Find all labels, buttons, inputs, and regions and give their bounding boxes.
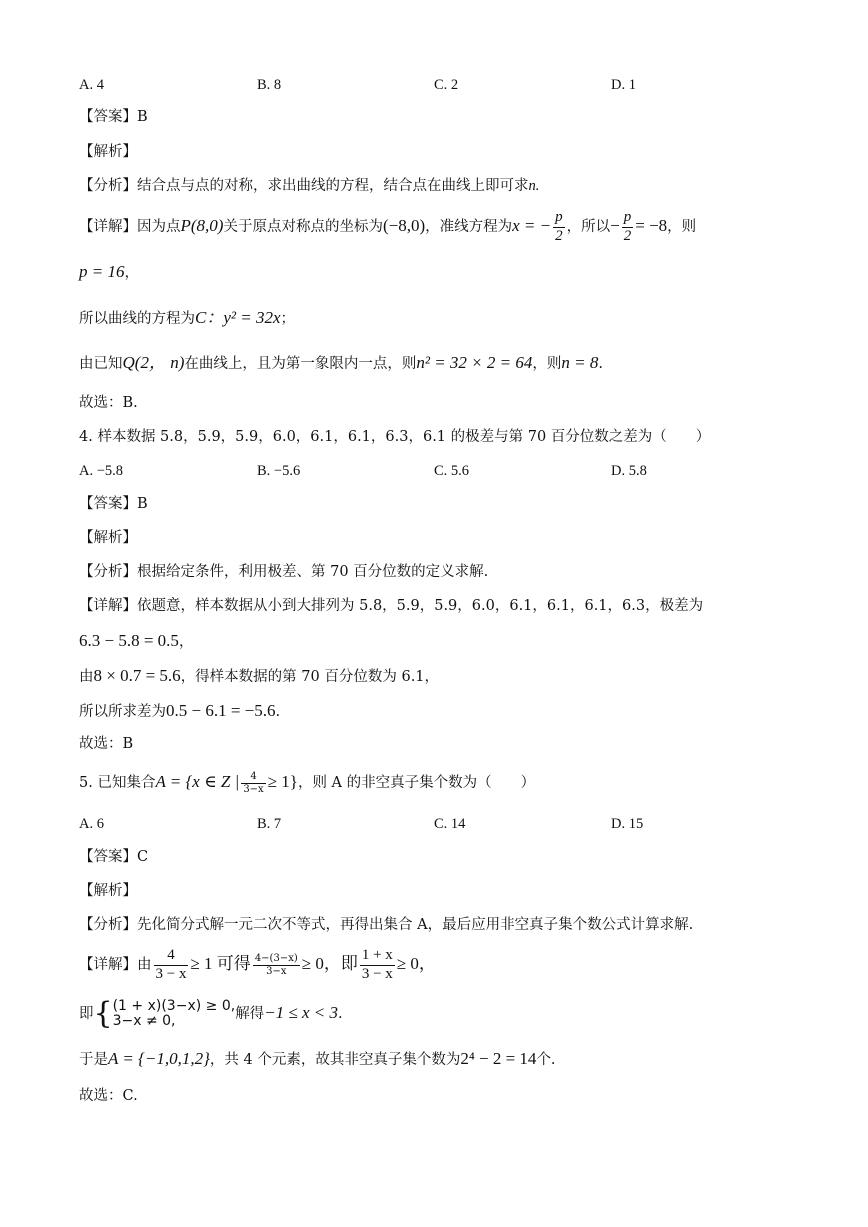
q4-option-a: A. −5.8: [79, 463, 124, 479]
q5-sys-end: .: [338, 1006, 343, 1022]
q5-set-line: [79, 1050, 556, 1068]
q3-known-q: Q(2， n): [122, 353, 185, 372]
q3-known-line: [79, 354, 603, 372]
q5-frac1: [154, 947, 189, 983]
q4-detail: 【详解】依题意，样本数据从小到大排列为 5.8，5.9，5.9，6.0，6.1，6.1，6.1，6.3，极差为: [79, 598, 704, 614]
q5-fenxi: 【分析】先化简分式解一元二次不等式，再得出集合 A，最后应用非空真子集个数公式计算求解.: [79, 917, 694, 933]
q3-p16-tail: ，: [124, 265, 139, 281]
q5-stem-a: 5. 已知集合: [79, 775, 156, 791]
q5-stem-frac: [241, 771, 265, 795]
q4-pct-line: [79, 667, 439, 685]
q3-detail-c: ，准线方程为: [425, 219, 513, 235]
q5-set-a-label: 于是: [79, 1052, 108, 1068]
q3-option-a: A. 4: [79, 77, 104, 93]
q5-frac1-den: 3 − x: [155, 965, 187, 982]
q3-detail-d: ，所以: [566, 219, 611, 235]
q3-directrix: x = −: [512, 216, 552, 235]
q5-sys-lines: [113, 999, 236, 1030]
q3-known-a: 由已知: [79, 356, 123, 372]
q3-analysis-label: 【解析】: [79, 144, 137, 160]
q5-detail-b: ≥ 1 可得: [190, 954, 251, 973]
q5-frac3-den: 3 − x: [361, 965, 393, 982]
q5-analysis-label: 【解析】: [79, 883, 137, 899]
q4-range-tail: ，: [178, 634, 194, 650]
q3-fenxi-text: 【分析】结合点与点的对称，求出曲线的方程，结合点在曲线上即可求: [79, 178, 529, 194]
q4-option-d: D. 5.8: [611, 463, 647, 479]
q5-set-a: A = {x ∈ Z |: [155, 772, 240, 791]
q3-answer: 【答案】B: [79, 109, 148, 125]
q3-detail-f: ，则: [667, 219, 697, 235]
q3-detail-a: 【详解】因为点: [79, 219, 181, 235]
q4-option-b: B. −5.6: [257, 463, 301, 479]
q4-option-c: C. 5.6: [434, 463, 470, 479]
q5-option-d: D. 15: [611, 816, 644, 832]
q5-frac2: [253, 953, 300, 977]
q4-choose: 故选：B: [79, 736, 134, 752]
q3-frac-den-b: 2: [623, 227, 632, 244]
q3-eq-neg8: = −8: [635, 216, 668, 235]
q4-analysis-label: 【解析】: [79, 530, 137, 546]
q3-point-sym: (−8,0): [382, 216, 426, 235]
q5-frac3: [360, 947, 395, 983]
q3-option-c: C. 2: [434, 77, 459, 93]
q3-curve-line: [79, 309, 295, 327]
q5-answer: 【答案】C: [79, 849, 149, 865]
q3-option-b: B. 8: [257, 77, 282, 93]
q3-frac-num: p: [553, 209, 565, 227]
q5-frac2-den: 3−x: [266, 965, 287, 977]
q5-option-a: A. 6: [79, 816, 104, 832]
q5-set-b: ，共 4 个元素，故其非空真子集个数为: [209, 1052, 461, 1068]
q5-set-calc: 2⁴ − 2 = 14: [460, 1049, 537, 1068]
q3-choose: 故选：B.: [79, 395, 138, 411]
q4-diff-line: [79, 702, 280, 720]
q4-answer: 【答案】B: [79, 496, 148, 512]
q5-set-b: ≥ 1}: [267, 772, 298, 791]
q3-known-c: ，则: [532, 356, 562, 372]
q5-detail-a: 【详解】由: [79, 957, 152, 973]
q5-set-eq: A = {−1,0,1,2}: [108, 1049, 210, 1068]
q4-diff-a: 所以所求差为: [79, 704, 166, 720]
q3-frac-num-b: p: [622, 209, 634, 227]
q5-option-c: C. 14: [434, 816, 466, 832]
q4-pct-b: ，得样本数据的第 70 百分位数为 6.1，: [180, 669, 440, 685]
q4-diff-end: .: [275, 704, 281, 720]
q3-curve-a: 所以曲线的方程为: [79, 311, 195, 327]
q5-system: [79, 995, 343, 1032]
q5-sys-line2: 3−x ≠ 0,: [112, 1013, 176, 1029]
q5-brace: {: [93, 996, 113, 1031]
q3-fenxi: [79, 179, 539, 194]
q5-detail-d: ≥ 0，: [396, 954, 436, 973]
q5-stem-frac-den: 3−x: [243, 783, 264, 795]
q3-fenxi-n: n.: [528, 178, 540, 194]
q3-known-end: .: [598, 356, 603, 372]
q3-frac-p2: [553, 209, 565, 245]
q3-p16-line: [79, 263, 139, 281]
q5-stem-b: ，则 A 的非空真子集个数为（ ）: [297, 775, 536, 791]
q4-fenxi: 【分析】根据给定条件，利用极差、第 70 百分位数的定义求解.: [79, 564, 489, 580]
q3-frac-den: 2: [555, 227, 563, 244]
q3-curve-tail: ；: [280, 311, 295, 327]
q5-frac3-num: 1 + x: [360, 947, 395, 965]
q3-known-eq: n² = 32 × 2 = 64: [416, 353, 533, 372]
q4-pct-a: 由: [79, 669, 94, 685]
q3-known-b: 在曲线上，且为第一象限内一点，则: [184, 356, 417, 372]
q4-range-eq: 6.3 − 5.8 = 0.5: [79, 631, 179, 650]
q3-option-d: D. 1: [611, 77, 636, 93]
q5-sys-line1: (1 + x)(3−x) ≥ 0,: [112, 997, 236, 1014]
q3-detail-b: 关于原点对称点的坐标为: [223, 219, 383, 235]
q5-set-c: 个.: [536, 1052, 556, 1068]
q5-sys-a: 即: [79, 1006, 94, 1022]
q3-p16: p = 16: [79, 262, 125, 281]
q4-pct-eq: 8 × 0.7 = 5.6: [93, 666, 181, 685]
q4-stem: 4. 样本数据 5.8，5.9，5.9，6.0，6.1，6.1，6.3，6.1 的极差与第 70 百分位数之差为（ ）: [79, 429, 711, 445]
q4-range-line: [79, 632, 193, 650]
q5-stem: [79, 765, 535, 800]
q5-detail: [79, 944, 436, 985]
q4-diff-eq: 0.5 − 6.1 = −5.6: [166, 701, 276, 720]
q5-detail-c: ≥ 0，即: [301, 954, 358, 973]
q5-choose: 故选：C.: [79, 1088, 138, 1104]
q3-frac-p2-b: [622, 209, 634, 245]
q5-sys-sol: −1 ≤ x < 3: [264, 1003, 339, 1022]
q5-frac1-num: 4: [154, 947, 189, 965]
q5-option-b: B. 7: [257, 816, 282, 832]
q5-frac2-num: 4−(3−x): [254, 953, 298, 964]
q3-curve-eq: C：y² = 32x: [195, 308, 281, 327]
q3-known-n: n = 8: [561, 353, 599, 372]
q5-sys-b: 解得: [235, 1006, 265, 1022]
q5-stem-frac-num: 4: [241, 771, 265, 784]
q3-detail: 【详解】因为点P(8,0)关于原点对称点的坐标为(−8,0)，准线方程为x = − $\frac{p}{2}$ ，所以− $\frac{p}{2}$ = −8，则: [79, 209, 697, 244]
q3-point-p: P(8,0): [180, 216, 224, 235]
